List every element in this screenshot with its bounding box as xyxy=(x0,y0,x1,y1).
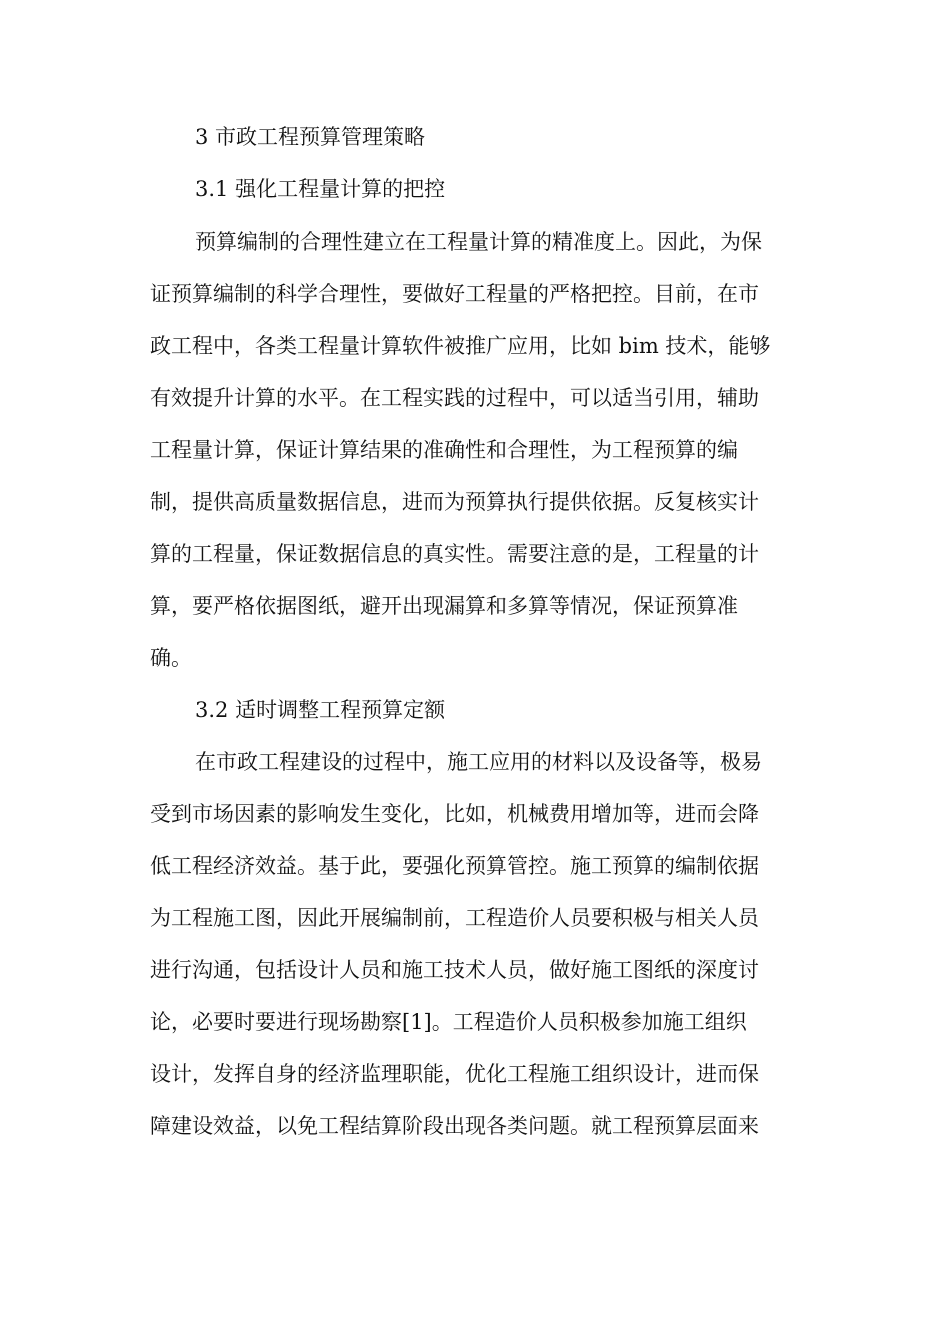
paragraph-line: 有效提升计算的水平。在工程实践的过程中，可以适当引用，辅助 xyxy=(150,386,759,410)
paragraph-line: 论，必要时要进行现场勘察[1]。工程造价人员积极参加施工组织 xyxy=(150,1010,747,1034)
paragraph-line: 制，提供高质量数据信息，进而为预算执行提供依据。反复核实计 xyxy=(150,490,759,514)
paragraph-line: 工程量计算，保证计算结果的准确性和合理性，为工程预算的编 xyxy=(150,438,738,462)
paragraph-line: 确。 xyxy=(150,646,192,670)
paragraph-line: 算，要严格依据图纸，避开出现漏算和多算等情况，保证预算准 xyxy=(150,594,738,618)
paragraph-line: 为工程施工图，因此开展编制前，工程造价人员要积极与相关人员 xyxy=(150,906,759,930)
paragraph-line: 在市政工程建设的过程中，施工应用的材料以及设备等，极易 xyxy=(195,750,762,774)
section-heading: 3 市政工程预算管理策略 xyxy=(195,125,426,149)
subsection-heading: 3.2 适时调整工程预算定额 xyxy=(195,698,446,722)
paragraph-line: 预算编制的合理性建立在工程量计算的精准度上。因此，为保 xyxy=(195,230,762,254)
paragraph-line: 进行沟通，包括设计人员和施工技术人员，做好施工图纸的深度讨 xyxy=(150,958,759,982)
paragraph-line: 设计，发挥自身的经济监理职能，优化工程施工组织设计，进而保 xyxy=(150,1062,759,1086)
paragraph-line: 受到市场因素的影响发生变化，比如，机械费用增加等，进而会降 xyxy=(150,802,759,826)
paragraph-line: 证预算编制的科学合理性，要做好工程量的严格把控。目前，在市 xyxy=(150,282,759,306)
paragraph-line: 障建设效益，以免工程结算阶段出现各类问题。就工程预算层面来 xyxy=(150,1114,759,1138)
subsection-heading: 3.1 强化工程量计算的把控 xyxy=(195,177,446,201)
paragraph-line: 算的工程量，保证数据信息的真实性。需要注意的是，工程量的计 xyxy=(150,542,759,566)
paragraph-line: 低工程经济效益。基于此，要强化预算管控。施工预算的编制依据 xyxy=(150,854,759,878)
paragraph-line: 政工程中，各类工程量计算软件被推广应用，比如 bim 技术，能够 xyxy=(150,334,771,358)
